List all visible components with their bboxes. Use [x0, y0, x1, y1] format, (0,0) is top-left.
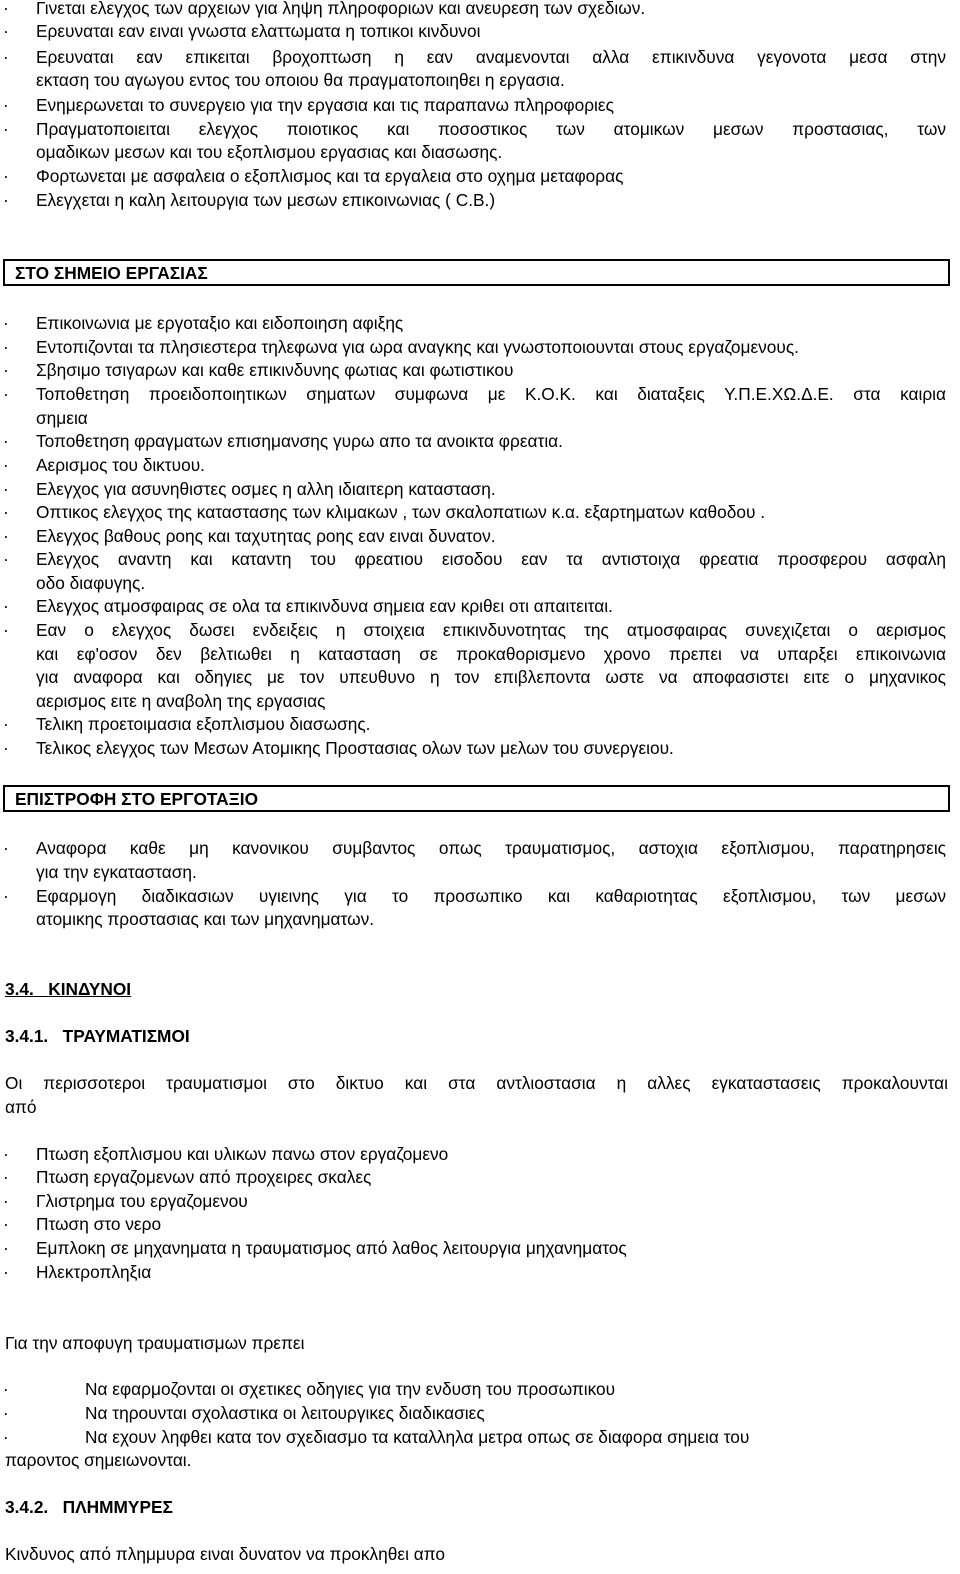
bullet: · [3, 1262, 9, 1282]
bullet: · [3, 1238, 9, 1258]
bullet: · [3, 384, 9, 404]
list-item: Φορτωνεται με ασφαλεια ο εξοπλισμος και τα εργαλεια στο οχημα μεταφορας [36, 166, 624, 186]
bullet: · [3, 360, 9, 380]
bullet: · [3, 1427, 9, 1447]
floods-heading [5, 1496, 173, 1518]
paragraph-continuation: από [5, 1097, 37, 1117]
paragraph: Για την αποφυγη τραυματισμων πρεπει [5, 1333, 305, 1353]
bullet: · [3, 502, 9, 522]
list-item: Να εφαρμοζονται οι σχετικες οδηγιες για την ενδυση του προσωπικου [85, 1379, 616, 1399]
section-heading: ΕΠΙΣΤΡΟΦΗ ΣΤΟ ΕΡΓΟΤΑΞΙΟ [15, 789, 259, 809]
list-item: Ηλεκτροπληξια [36, 1262, 152, 1282]
list-item: Εμπλοκη σε μηχανηματα η τραυματισμος από λαθος λειτουργια μηχανηματος [36, 1238, 627, 1258]
injuries-heading [5, 1025, 190, 1047]
bullet: · [3, 479, 9, 499]
list-item-continuation: για αναφορα και οδηγιες με τον υπευθυνο η τον επιβλεποντα ωστε να αποφασιστει ειτε ο μηχανικος [36, 667, 946, 687]
list-item-continuation: και εφ'οσον δεν βελτιωθει η κατασταση σε προκαθορισμενο χρονο πρεπει να υπαρξει επικοινωνια [36, 644, 946, 664]
bullet: · [3, 455, 9, 475]
list-item: Εφαρμογη διαδικασιων υγιεινης για το προσωπικο και καθαριοτητας εξοπλισμου, των μεσων [36, 886, 946, 906]
bullet: · [3, 549, 9, 569]
list-item: Πτωση στο νερο [36, 1214, 162, 1234]
section-heading-box [3, 785, 950, 812]
list-item-continuation: σημεια [36, 408, 88, 428]
section-title: ΤΡΑΥΜΑΤΙΣΜΟΙ [62, 1026, 190, 1046]
bullet: · [3, 166, 9, 186]
list-item: Τελικη προετοιμασια εξοπλισμου διασωσης. [36, 714, 371, 734]
list-item: Οπτικος ελεγχος της καταστασης των κλιμακων , των σκαλοπατιων κ.α. εξαρτηματων καθοδου . [36, 502, 766, 522]
bullet: · [3, 886, 9, 906]
list-item: Αερισμος του δικτυου. [36, 455, 205, 475]
bullet: · [3, 1144, 9, 1164]
list-item: Τοποθετηση προειδοποιητικων σηματων συμφωνα με Κ.Ο.Κ. και διαταξεις Υ.Π.Ε.ΧΩ.Δ.Ε. στα καιρια [36, 384, 946, 404]
bullet: · [3, 190, 9, 210]
list-item: Ελεγχος βαθους ροης και ταχυτητας ροης εαν ειναι δυνατον. [36, 526, 496, 546]
bullet: · [3, 119, 9, 139]
list-item: Να τηρουνται σχολαστικα οι λειτουργικες διαδικασιες [85, 1403, 485, 1423]
section-number: 3.4. [5, 979, 34, 999]
bullet: · [3, 714, 9, 734]
bullet: · [3, 1214, 9, 1234]
bullet: · [3, 738, 9, 758]
section-number: 3.4.1. [5, 1026, 49, 1046]
bullet: · [3, 95, 9, 115]
bullet: · [3, 431, 9, 451]
list-item-continuation: για την εγκατασταση. [36, 862, 197, 882]
bullet: · [3, 1191, 9, 1211]
bullet: · [3, 313, 9, 333]
section-heading-box [3, 259, 950, 286]
list-item: Ελεγχος αναντη και καταντη του φρεατιου εισοδου εαν τα αντιστοιχα φρεατια προσφερου ασφαλη [36, 549, 946, 569]
bullet: · [3, 526, 9, 546]
list-item: Ελεγχος για ασυνηθιστες οσμες η αλλη ιδιαιτερη κατασταση. [36, 479, 496, 499]
list-item: Ελεγχος ατμοσφαιρας σε ολα τα επικινδυνα σημεια εαν κριθει οτι απαιτειται. [36, 596, 613, 616]
list-item-continuation: εκταση του αγωγου εντος του οποιου θα πραγματοποιηθει η εργασια. [36, 70, 565, 90]
list-item-continuation: παροντος σημειωνονται. [5, 1450, 192, 1470]
bullet: · [3, 1167, 9, 1187]
list-item-continuation: ομαδικων μεσων και του εξοπλισμου εργασιας και διασωσης. [36, 142, 503, 162]
section-number: 3.4.2. [5, 1497, 49, 1517]
section-heading: ΣΤΟ ΣΗΜΕΙΟ ΕΡΓΑΣΙΑΣ [15, 263, 208, 283]
list-item: Γινεται ελεγχος των αρχειων για ληψη πληροφοριων και ανευρεση των σχεδιων. [36, 0, 646, 18]
bullet: · [3, 620, 9, 640]
bullet: · [3, 838, 9, 858]
list-item: Γλιστρημα του εργαζομενου [36, 1191, 248, 1211]
list-item: Αναφορα καθε μη κανονικου συμβαντος οπως τραυματισμος, αστοχια εξοπλισμου, παρατηρησεις [36, 838, 946, 858]
bullet: · [3, 0, 9, 18]
list-item: Πτωση εργαζομενων από προχειρες σκαλες [36, 1167, 372, 1187]
list-item: Εαν ο ελεγχος δωσει ενδειξεις η στοιχεια επικινδυνοτητας της ατμοσφαιρας συνεχιζεται ο αερισμος [36, 620, 946, 640]
list-item: Πτωση εξοπλισμου και υλικων πανω στον εργαζομενο [36, 1144, 449, 1164]
list-item: Ερευναται εαν ειναι γνωστα ελαττωματα η τοπικοι κινδυνοι [36, 21, 481, 41]
list-item: Τοποθετηση φραγματων επισημανσης γυρω απο τα ανοικτα φρεατια. [36, 431, 563, 451]
list-item-continuation: αερισμος ειτε η αναβολη της εργασιας [36, 691, 326, 711]
list-item: Πραγματοποιειται ελεγχος ποιοτικος και ποσοστικος των ατομικων μεσων προστασιας, των [36, 119, 946, 139]
list-item: Σβησιμο τσιγαρων και καθε επικινδυνης φωτιας και φωτιστικου [36, 360, 514, 380]
list-item: Ενημερωνεται το συνεργειο για την εργασια και τις παραπανω πληροφοριες [36, 95, 614, 115]
list-item-continuation: οδο διαφυγης. [36, 573, 146, 593]
hazards-heading [5, 978, 131, 1000]
list-item-continuation: ατομικης προστασιας και των μηχανηματων. [36, 909, 375, 929]
bullet: · [3, 1379, 9, 1399]
bullet: · [3, 596, 9, 616]
paragraph: Κινδυνος από πλημμυρα ειναι δυνατον να προκληθει απο [5, 1544, 446, 1564]
list-item: Ερευναται εαν επικειται βροχοπτωση η εαν αναμενονται αλλα επικινδυνα γεγονοτα μεσα στην [36, 47, 946, 67]
list-item: Εντοπιζονται τα πλησιεστερα τηλεφωνα για ωρα αναγκης και γνωστοποιουνται στους εργαζομενους. [36, 337, 799, 357]
paragraph: Οι περισσοτεροι τραυματισμοι στο δικτυο και στα αντλιοστασια η αλλες εγκαταστασεις προκαλουνται [5, 1073, 948, 1093]
list-item: Τελικος ελεγχος των Μεσων Ατομικης Προστασιας ολων των μελων του συνεργειου. [36, 738, 674, 758]
bullet: · [3, 21, 9, 41]
section-title: ΠΛΗΜΜΥΡΕΣ [62, 1497, 173, 1517]
list-item: Επικοινωνια με εργοταξιο και ειδοποιηση αφιξης [36, 313, 404, 333]
bullet: · [3, 47, 9, 67]
list-item: Ελεγχεται η καλη λειτουργια των μεσων επικοινωνιας ( C.B.) [36, 190, 496, 210]
list-item: Να εχουν ληφθει κατα τον σχεδιασμο τα καταλληλα μετρα οπως σε διαφορα σημεια του [85, 1427, 750, 1447]
bullet: · [3, 337, 9, 357]
bullet: · [3, 1403, 9, 1423]
section-title: ΚΙΝΔΥΝΟΙ [48, 979, 132, 999]
